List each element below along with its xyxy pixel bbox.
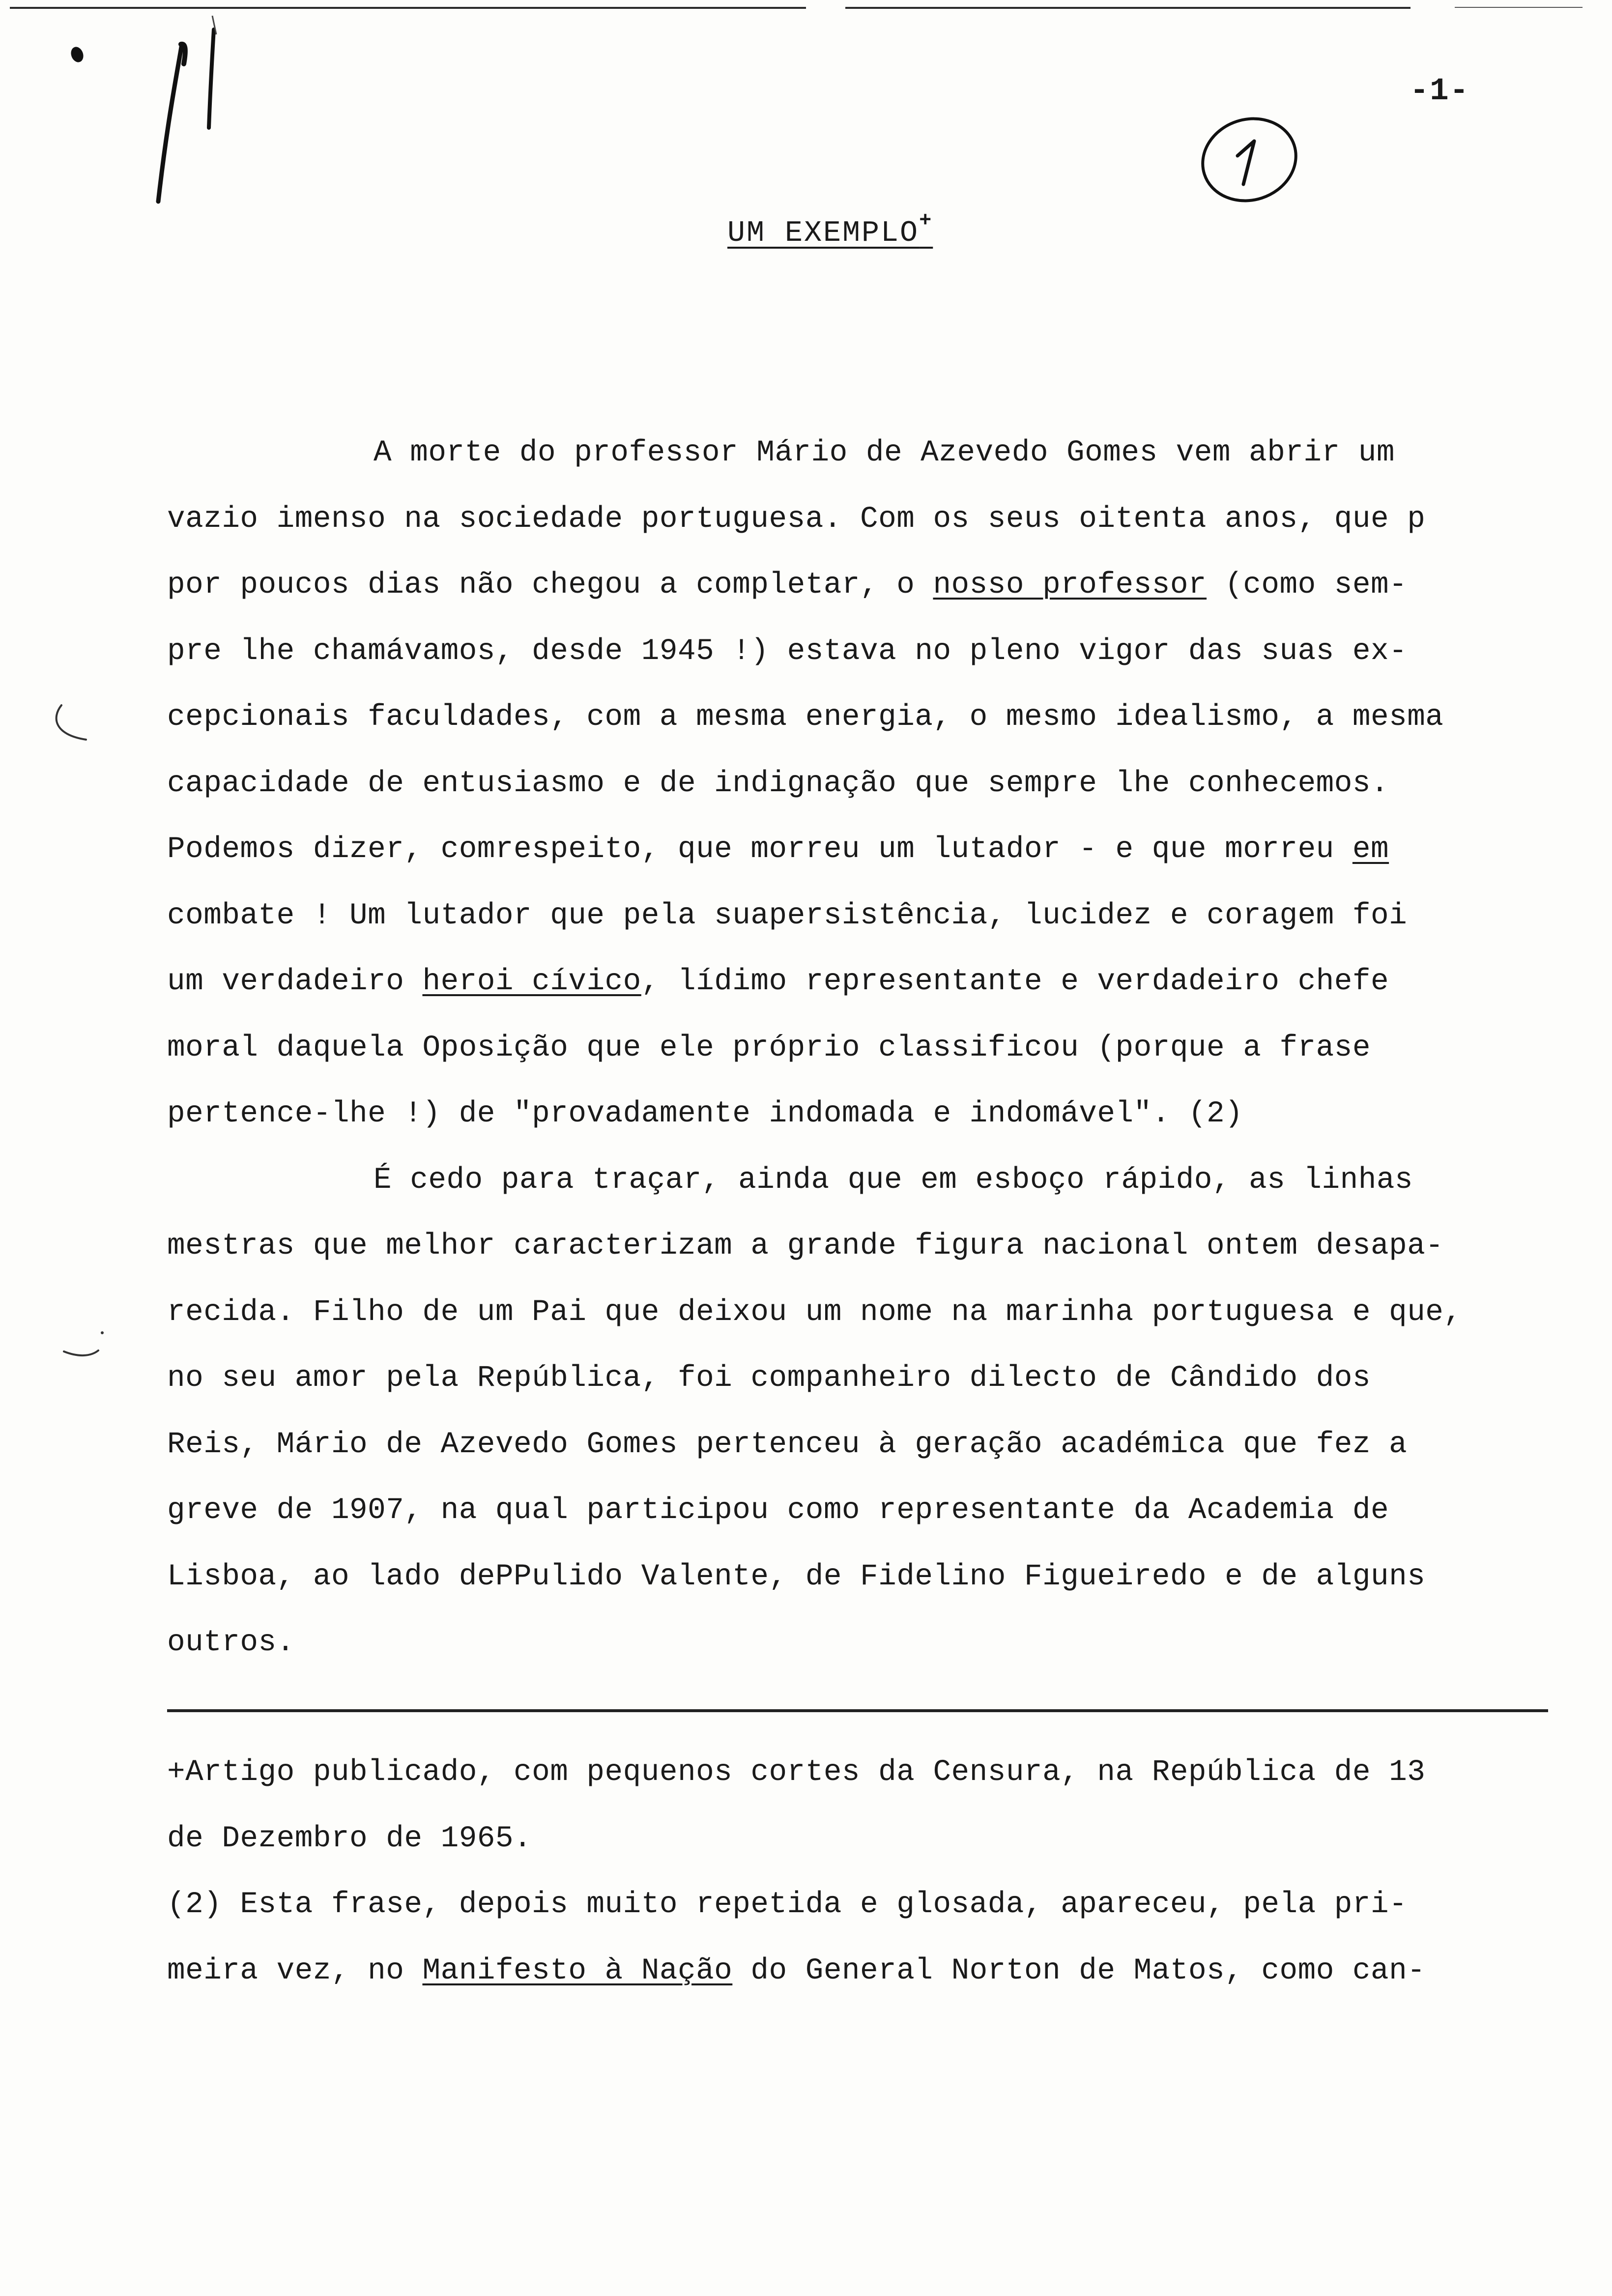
text-line: moral daquela Oposição que ele próprio classificou (porque a frase: [167, 1031, 1371, 1065]
footnote-line: de Dezembro de 1965.: [167, 1821, 532, 1856]
text-line: pertence-lhe !) de "provadamente indomada e indomável". (2): [167, 1097, 1243, 1131]
page-number: -1-: [1410, 74, 1469, 109]
handwritten-margin-strokes: [147, 15, 236, 211]
body-text: [167, 420, 1583, 1676]
footnote-line: meira vez, no Manifesto à Nação do General Norton de Matos, como can-: [167, 1953, 1426, 1988]
text-line: pre lhe chamávamos, desde 1945 !) estava no pleno vigor das suas ex-: [167, 634, 1408, 668]
text-line: um verdadeiro heroi cívico, lídimo representante e verdadeiro chefe: [167, 965, 1389, 999]
title-marker: +: [919, 209, 933, 232]
footnotes: [167, 1740, 1583, 2004]
text-line: por poucos dias não chegou a completar, o nosso professor (como sem-: [167, 568, 1408, 602]
text-line: greve de 1907, na qual participou como representante da Academia de: [167, 1493, 1389, 1527]
margin-bracket-mark: [42, 698, 96, 752]
underlined-phrase: Manifesto à Nação: [422, 1953, 733, 1988]
text-line: A morte do professor Mário de Azevedo Gomes vem abrir um: [374, 436, 1395, 470]
text-line: combate ! Um lutador que pela suapersistência, lucidez e coragem foi: [167, 898, 1408, 933]
text-line: mestras que melhor caracterizam a grande figura nacional ontem desapa-: [167, 1229, 1444, 1263]
scan-edge-line: [1455, 7, 1583, 8]
text-line: vazio imenso na sociedade portuguesa. Com os seus oitenta anos, que p: [167, 502, 1426, 536]
footnote-separator: [167, 1709, 1548, 1712]
underlined-phrase: em: [1352, 832, 1389, 866]
underlined-phrase: nosso professor: [933, 568, 1207, 602]
underlined-phrase: heroi cívico: [422, 965, 641, 999]
text-line: Lisboa, ao lado dePPulido Valente, de Fidelino Figueiredo e de alguns: [167, 1559, 1426, 1594]
document-title: [727, 209, 933, 250]
text-line: no seu amor pela República, foi companheiro dilecto de Cândido dos: [167, 1361, 1371, 1395]
footnote-line: (2) Esta frase, depois muito repetida e glosada, apareceu, pela pri-: [167, 1888, 1408, 1922]
scan-edge-line: [10, 7, 806, 9]
ink-dot-mark: [69, 45, 85, 64]
margin-dash-mark: [59, 1327, 113, 1366]
text-line: recida. Filho de um Pai que deixou um nome na marinha portuguesa e que,: [167, 1295, 1462, 1329]
handwritten-circled-number: [1194, 111, 1302, 209]
scan-edge-line: [845, 7, 1410, 9]
title-text: UM EXEMPLO: [727, 217, 920, 250]
footnote-line: +Artigo publicado, com pequenos cortes da Censura, na República de 13: [167, 1755, 1426, 1789]
text-line: Podemos dizer, comrespeito, que morreu um lutador - e que morreu em: [167, 832, 1389, 866]
text-line: outros.: [167, 1626, 295, 1660]
text-line: Reis, Mário de Azevedo Gomes pertenceu à geração académica que fez a: [167, 1427, 1408, 1462]
text-line: capacidade de entusiasmo e de indignação que sempre lhe conhecemos.: [167, 766, 1389, 801]
text-line: É cedo para traçar, ainda que em esboço rápido, as linhas: [374, 1163, 1413, 1197]
text-line: cepcionais faculdades, com a mesma energia, o mesmo idealismo, a mesma: [167, 700, 1444, 734]
